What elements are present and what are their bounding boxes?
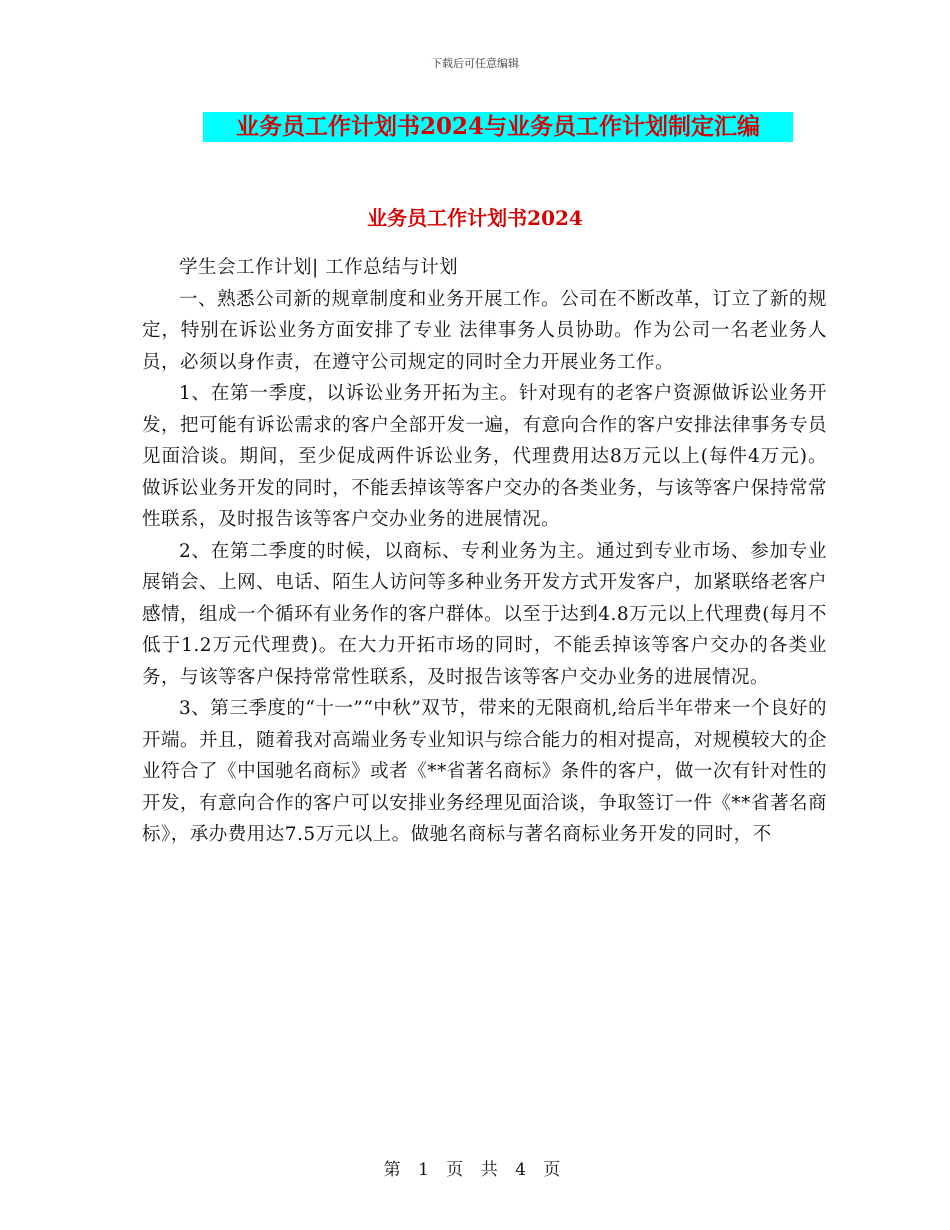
document-title: 业务员工作计划书2024与业务员工作计划制定汇编: [203, 112, 793, 142]
section-title: 业务员工作计划书2024: [367, 206, 583, 230]
paragraph: 一、熟悉公司新的规章制度和业务开展工作。公司在不断改革，订立了新的规定，特别在诉讼业务方面安排了专业 法律事务人员协助。作为公司一名老业务人员，必须以身作责，在遵守公司规定的同时全力开展业务工作。: [142, 288, 827, 373]
paragraph: 1、在第一季度，以诉讼业务开拓为主。针对现有的老客户资源做诉讼业务开发，把可能有诉讼需求的客户全部开发一遍，有意向合作的客户安排法律事务专员见面洽谈。期间，至少促成两件诉讼业务，代理费用达8万元以上(每件4万元)。做诉讼业务开发的同时，不能丢掉该等客户交办的各类业务，与该等客户保持常常性联系，及时报告该等客户交办业务的进展情况。: [142, 383, 827, 530]
paragraph: 2、在第二季度的时候，以商标、专利业务为主。通过到专业市场、参加专业展销会、上网、电话、陌生人访问等多种业务开发方式开发客户，加紧联络老客户感情，组成一个循环有业务作的客户群体。以至于达到4.8万元以上代理费(每月不低于1.2万元代理费)。在大力开拓市场的同时，不能丢掉该等客户交办的各类业务，与该等客户保持常常性联系，及时报告该等客户交办业务的进展情况。: [142, 540, 827, 688]
page-number: 第 1 页 共 4 页: [383, 1160, 567, 1180]
document-body: [142, 252, 827, 851]
paragraph: 学生会工作计划| 工作总结与计划: [179, 257, 459, 278]
paragraph: 3、第三季度的“十一”“中秋”双节，带来的无限商机,给后半年带来一个良好的开端。并且，随着我对高端业务专业知识与综合能力的相对提高，对规模较大的企业符合了《中国驰名商标》或者《**省著名商标》条件的客户，做一次有针对性的开发，有意向合作的客户可以安排业务经理见面洽谈，争取签订一件《**省著名商标》，承办费用达7.5万元以上。做驰名商标与著名商标业务开发的同时，不: [142, 698, 827, 845]
header-note: 下载后可任意编辑: [431, 57, 519, 70]
